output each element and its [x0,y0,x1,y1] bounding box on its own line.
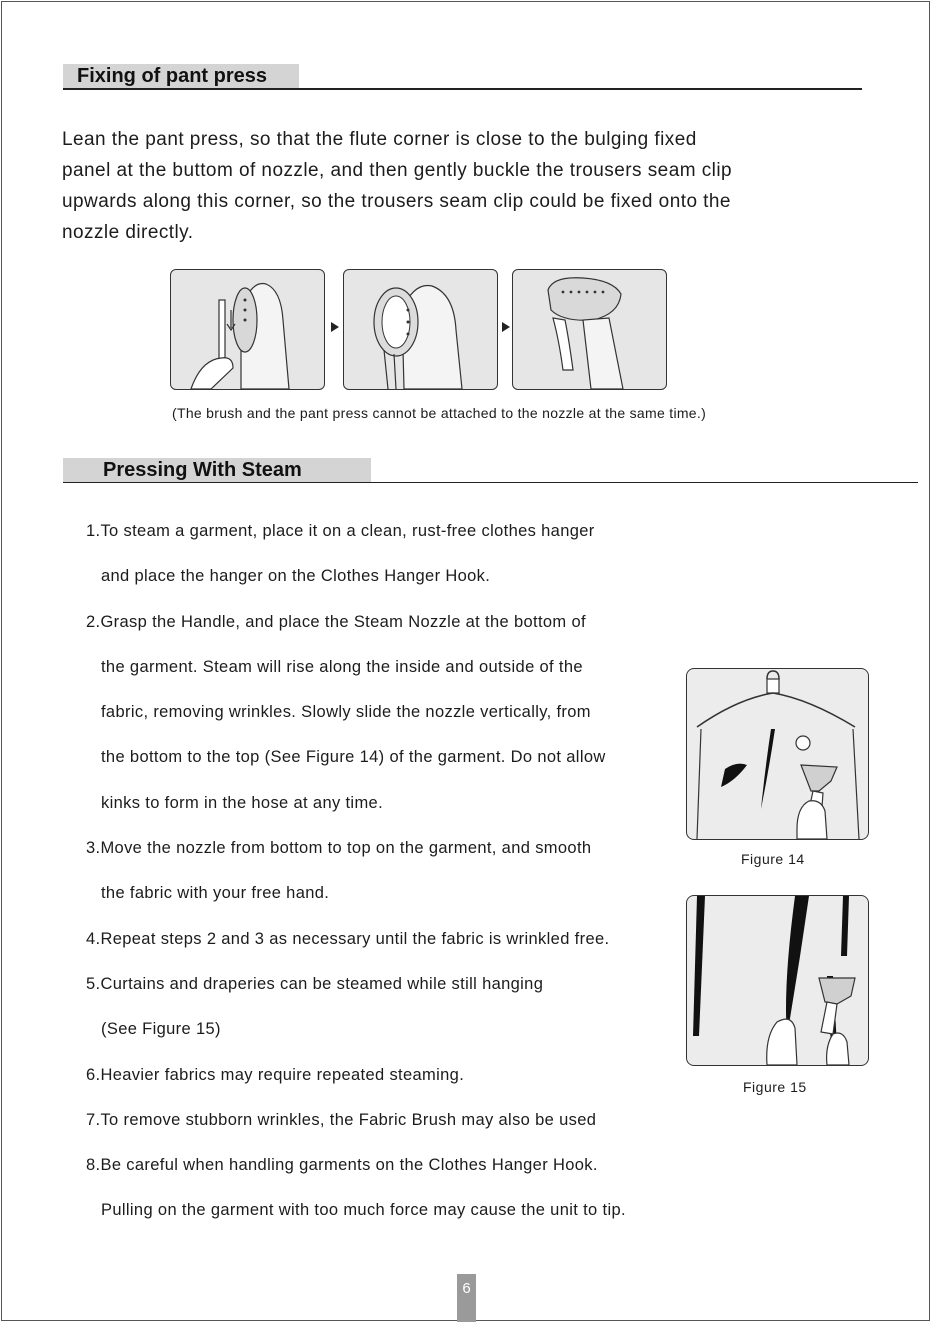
step-line: (See Figure 15) [101,1020,221,1039]
step-line: and place the hanger on the Clothes Hanger Hook. [101,567,491,586]
pant-press-step1-image [170,269,325,390]
figure-14-image [686,668,869,840]
section-title: Pressing With Steam [63,458,371,482]
figure-15-caption: Figure 15 [743,1079,807,1095]
step-line: 6.Heavier fabrics may require repeated steaming. [86,1065,465,1084]
step-line: kinks to form in the hose at any time. [101,793,384,812]
section-title: Fixing of pant press [63,64,299,88]
section-header-pressing-with-steam [63,458,918,482]
step-line: 4.Repeat steps 2 and 3 as necessary until the fabric is wrinkled free. [86,929,610,948]
paragraph-line: upwards along this corner, so the trousers seam clip could be fixed onto the [62,191,731,212]
attachment-note-caption: (The brush and the pant press cannot be attached to the nozzle at the same time.) [172,405,707,421]
step-line: 7.To remove stubborn wrinkles, the Fabric Brush may also be used [86,1110,597,1129]
step-line: 3.Move the nozzle from bottom to top on the garment, and smooth [86,839,592,858]
arrow-right-icon [502,322,510,332]
paragraph-line: Lean the pant press, so that the flute corner is close to the bulging fixed [62,129,697,150]
instruction-paragraph [62,124,822,248]
pant-press-step3-image [512,269,667,390]
paragraph-line: nozzle directly. [62,222,194,243]
step-line: the bottom to the top (See Figure 14) of the garment. Do not allow [101,748,606,767]
step-line: Pulling on the garment with too much force may cause the unit to tip. [101,1201,626,1220]
figure-14-caption: Figure 14 [741,851,805,867]
step-line: the fabric with your free hand. [101,884,330,903]
section-rule [63,482,918,483]
step-line: 5.Curtains and draperies can be steamed while still hanging [86,974,544,993]
paragraph-line: panel at the buttom of nozzle, and then gently buckle the trousers seam clip [62,160,733,181]
steam-steps-list [86,517,686,1242]
step-line: fabric, removing wrinkles. Slowly slide the nozzle vertically, from [101,703,591,722]
pant-press-step2-image [343,269,498,390]
step-line: 1.To steam a garment, place it on a clean, rust-free clothes hanger [86,522,595,540]
step-line: the garment. Steam will rise along the inside and outside of the [101,657,583,676]
section-rule [63,88,862,90]
page-number: 6 [457,1274,476,1322]
section-header-fixing-pant-press [63,64,862,88]
step-line: 8.Be careful when handling garments on the Clothes Hanger Hook. [86,1156,598,1175]
arrow-right-icon [331,322,339,332]
step-line: 2.Grasp the Handle, and place the Steam Nozzle at the bottom of [86,612,586,631]
figure-15-image [686,895,869,1066]
